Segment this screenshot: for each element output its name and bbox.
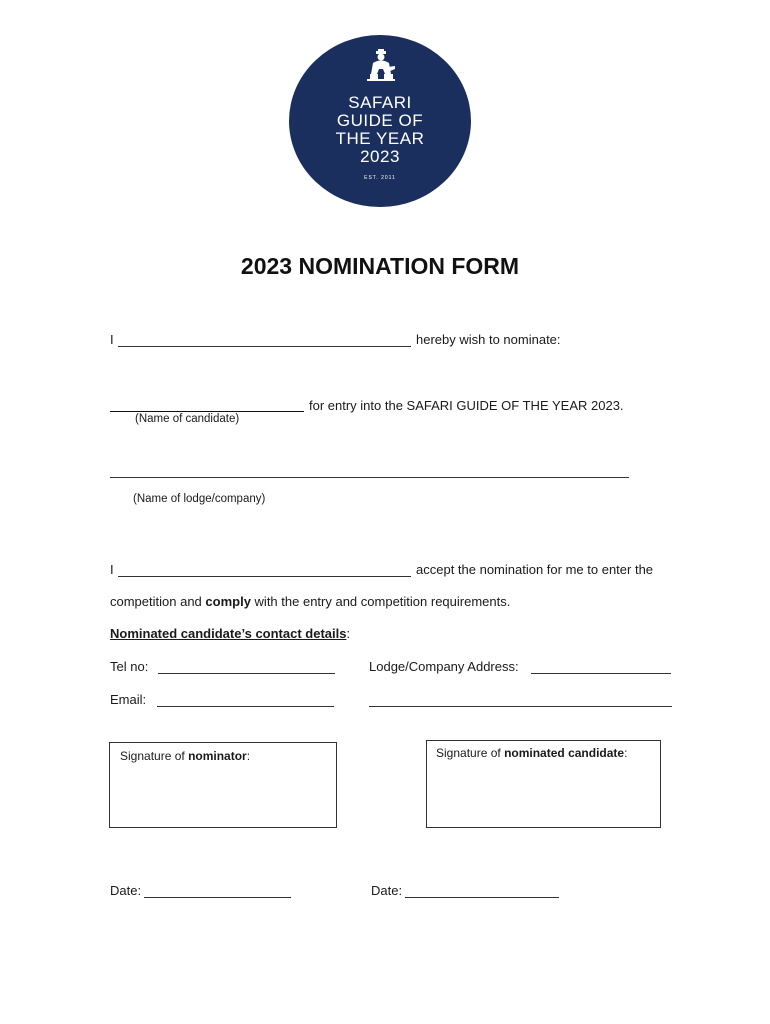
address-field-line-2[interactable] [369,706,672,707]
contact-heading [110,626,350,641]
sig-nominator-bold: nominator [188,749,247,763]
candidate-signature-label [436,746,627,760]
lodge-label: (Name of lodge/company) [133,493,266,505]
accept-suffix: accept the nomination for me to enter the [416,562,654,577]
comply-bold: comply [205,594,251,609]
safari-guide-mascot-icon [361,47,401,87]
sig-nominator-prefix: Signature of [120,749,185,763]
contact-heading-text: Nominated candidate’s contact details [110,626,347,641]
comply-after: with the entry and competition requirements. [254,594,511,609]
candidate-signature-box[interactable] [426,740,661,828]
date-label-candidate: Date: [371,883,403,898]
nominator-prefix: I [110,332,114,347]
candidate-name-field[interactable] [110,411,304,412]
candidate-suffix: for entry into the SAFARI GUIDE OF THE YEAR 2023. [309,398,624,413]
nominator-name-field[interactable] [118,346,411,347]
form-title: 2023 NOMINATION FORM [240,253,520,279]
date-field-candidate[interactable] [405,897,559,898]
accepting-candidate-name-field[interactable] [118,576,411,577]
nominator-signature-box[interactable] [109,742,337,828]
accept-prefix: I [110,562,114,577]
tel-field[interactable] [158,673,335,674]
tel-label: Tel no: [110,659,149,674]
logo-est: EST. 2011 [364,175,396,181]
logo-line-4: 2023 [360,147,400,166]
email-label: Email: [110,692,147,707]
contact-heading-colon: : [346,626,351,641]
email-field[interactable] [157,706,334,707]
logo-line-2: GUIDE OF [336,111,424,130]
sig-candidate-bold: nominated candidate [504,746,625,760]
logo-line-3: THE YEAR [335,129,425,148]
sig-candidate-prefix: Signature of [436,746,501,760]
candidate-label: (Name of candidate) [135,413,240,425]
comply-statement [110,594,510,609]
date-label-nominator: Date: [110,883,142,898]
address-field-line-1[interactable] [531,673,671,674]
comply-before: competition and [110,594,202,609]
date-field-nominator[interactable] [144,897,291,898]
lodge-name-field[interactable] [110,477,629,478]
address-label: Lodge/Company Address: [369,659,519,674]
event-logo [289,35,471,207]
nominator-suffix: hereby wish to nominate: [416,332,561,347]
sig-candidate-colon: : [624,746,628,760]
sig-nominator-colon: : [246,749,251,763]
nominator-signature-label [120,749,250,763]
logo-line-1: SAFARI [348,93,412,112]
